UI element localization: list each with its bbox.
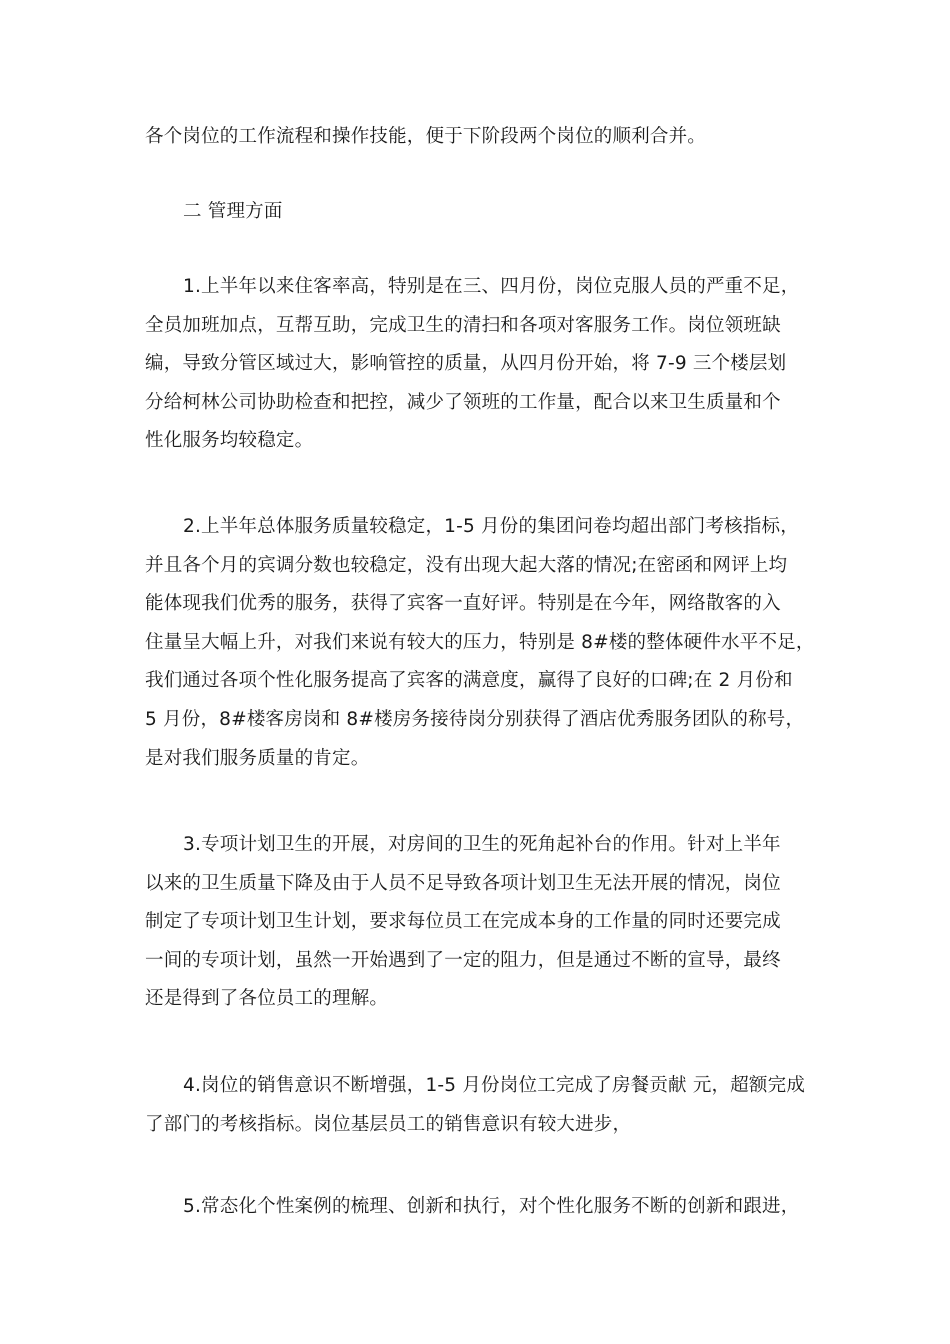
text-line: 并且各个月的宾调分数也较稳定，没有出现大起大落的情况;在密函和网评上均: [145, 554, 788, 576]
text-line: 5.常态化个性案例的梳理、创新和执行，对个性化服务不断的创新和跟进，: [183, 1196, 800, 1217]
text-line: 了部门的考核指标。岗位基层员工的销售意识有较大进步，: [145, 1113, 632, 1135]
section-heading: [145, 193, 825, 232]
text-line: 制定了专项计划卫生计划，要求每位员工在完成本身的工作量的同时还要完成: [145, 911, 781, 933]
paragraph-intro-tail: [145, 118, 825, 157]
text-line: 3.专项计划卫生的开展，对房间的卫生的死角起补台的作用。针对上半年: [183, 834, 781, 855]
paragraph-item-5: [145, 1188, 825, 1227]
text-line: 一间的专项计划，虽然一开始遇到了一定的阻力，但是通过不断的宣导，最终: [145, 949, 781, 971]
text-line: 住量呈大幅上升，对我们来说有较大的压力，特别是 8#楼的整体硬件水平不足，: [145, 631, 815, 653]
text-line: 分给柯林公司协助检查和把控，减少了领班的工作量，配合以来卫生质量和个: [145, 391, 781, 413]
text-line: 5 月份，8#楼客房岗和 8#楼房务接待岗分别获得了酒店优秀服务团队的称号，: [145, 708, 805, 730]
text-line: 4.岗位的销售意识不断增强，1-5 月份岗位工完成了房餐贡献 元，超额完成: [183, 1075, 806, 1096]
text-line: 性化服务均较稳定。: [145, 430, 314, 452]
text-line: 还是得到了各位员工的理解。: [145, 988, 389, 1010]
text-line: 是对我们服务质量的肯定。: [145, 747, 370, 769]
paragraph-item-2: [145, 508, 825, 778]
text-line: 编，导致分管区域过大，影响管控的质量，从四月份开始，将 7-9 三个楼层划: [145, 353, 787, 375]
text-line: 2.上半年总体服务质量较稳定，1-5 月份的集团问卷均超出部门考核指标，: [183, 516, 799, 537]
text-line: 以来的卫生质量下降及由于人员不足导致各项计划卫生无法开展的情况，岗位: [145, 872, 781, 894]
heading-text: 二 管理方面: [183, 201, 283, 222]
text-line: 我们通过各项个性化服务提高了宾客的满意度，赢得了良好的口碑;在 2 月份和: [145, 670, 793, 692]
text-line: 各个岗位的工作流程和操作技能，便于下阶段两个岗位的顺利合并。: [145, 126, 707, 147]
text-line: 1.上半年以来住客率高，特别是在三、四月份，岗位克服人员的严重不足，: [183, 276, 800, 297]
paragraph-item-4: [145, 1067, 825, 1144]
paragraph-item-1: [145, 268, 825, 461]
text-line: 能体现我们优秀的服务，获得了宾客一直好评。特别是在今年，网络散客的入: [145, 593, 781, 615]
text-line: 全员加班加点，互帮互助，完成卫生的清扫和各项对客服务工作。岗位领班缺: [145, 314, 781, 336]
paragraph-item-3: [145, 826, 825, 1019]
